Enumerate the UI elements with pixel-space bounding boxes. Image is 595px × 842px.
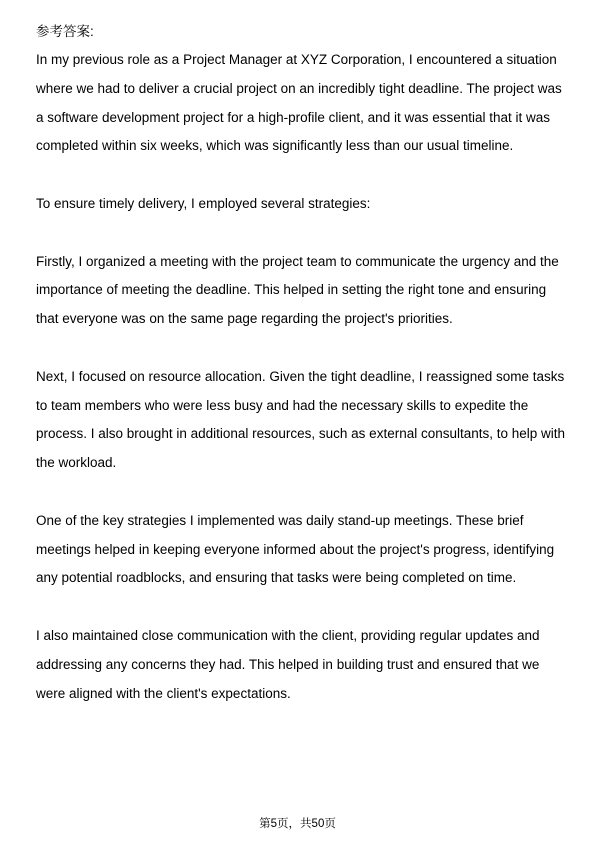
paragraph-client-communication: I also maintained close communication with the client, providing regular updates and addressing any concerns they had. This helped in building trust and ensured that we were aligned with the client's expectations. [36,627,540,701]
page-number-footer: 第5页，共50页 [259,818,336,830]
paragraph-standup-meetings: One of the key strategies I implemented was daily stand-up meetings. These brief meetings helped in keeping everyone informed about the project's progress, identifying any potential roadblocks, and ensuring that tasks were being completed on time. [36,512,555,586]
answer-body [36,22,566,708]
answer-heading: 参考答案: [36,24,94,39]
paragraph-intro: In my previous role as a Project Manager at XYZ Corporation, I encountered a situation where we had to deliver a crucial project on an incredibly tight deadline. The project was a software development project for a high-profile client, and it was essential that it was completed within six weeks, which was significantly less than our usual timeline. [36,52,562,154]
paragraph-firstly: Firstly, I organized a meeting with the project team to communicate the urgency and the importance of meeting the deadline. This helped in setting the right tone and ensuring that everyone was on the same page regarding the project's priorities. [36,253,559,327]
paragraph-strategies-intro: To ensure timely delivery, I employed several strategies: [36,195,371,211]
paragraph-resource-allocation: Next, I focused on resource allocation. Given the tight deadline, I reassigned some tasks to team members who were less busy and had the necessary skills to expedite the process. I also brought in additional resources, such as external consultants, to help with the workload. [36,368,566,471]
